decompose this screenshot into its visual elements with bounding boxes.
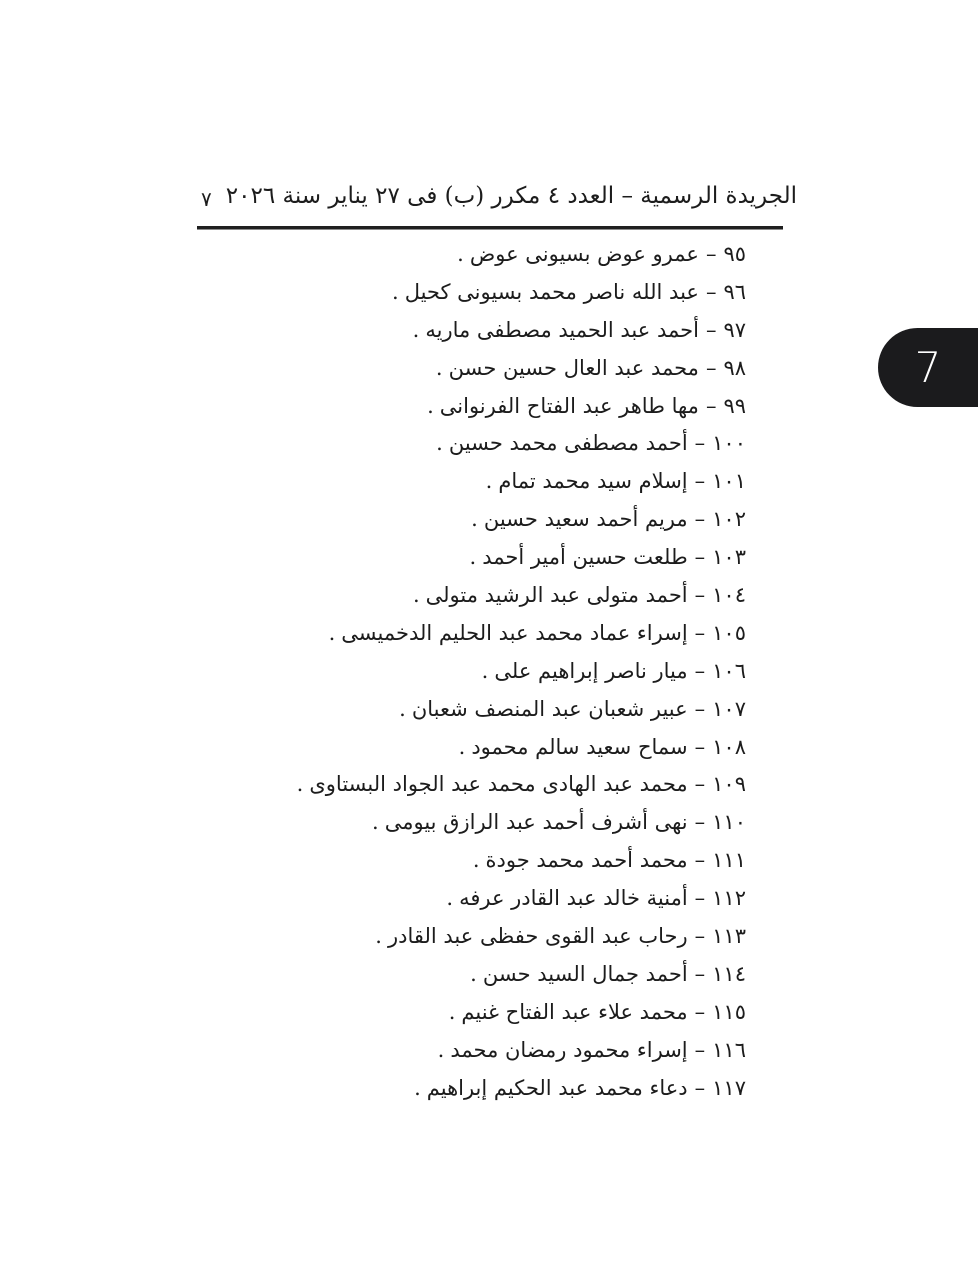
item-name: سماح سعيد سالم محمود xyxy=(471,734,688,759)
list-item xyxy=(297,236,746,274)
item-terminator: . xyxy=(448,999,456,1024)
item-number: ٩٩ xyxy=(723,393,746,418)
item-name: محمد عبد العال حسين حسن xyxy=(448,355,699,380)
item-terminator: . xyxy=(458,734,466,759)
item-separator: – xyxy=(694,810,706,835)
item-terminator: . xyxy=(328,620,336,645)
item-name: محمد أحمد محمد جودة xyxy=(485,848,688,873)
item-terminator: . xyxy=(446,886,454,911)
item-number: ١١٣ xyxy=(712,924,746,949)
list-item xyxy=(297,425,746,463)
item-separator: – xyxy=(705,355,717,380)
list-item xyxy=(297,577,746,615)
names-list xyxy=(297,236,746,1107)
item-name: أحمد جمال السيد حسن xyxy=(482,961,688,986)
list-item xyxy=(297,388,746,426)
item-name: محمد علاء عبد الفتاح غنيم xyxy=(461,999,688,1024)
list-item xyxy=(297,312,746,350)
item-name: ميار ناصر إبراهيم على xyxy=(494,658,688,683)
item-separator: – xyxy=(694,961,706,986)
item-number: ١٠٣ xyxy=(712,545,746,570)
item-separator: – xyxy=(694,1037,706,1062)
item-terminator: . xyxy=(469,545,477,570)
item-name: عبير شعبان عبد المنصف شعبان xyxy=(411,696,688,721)
item-separator: – xyxy=(694,507,706,532)
item-separator: – xyxy=(705,393,717,418)
item-terminator: . xyxy=(399,696,406,721)
item-terminator: . xyxy=(471,507,478,532)
item-terminator: . xyxy=(470,961,477,986)
item-separator: – xyxy=(694,431,706,456)
item-separator: – xyxy=(705,279,717,304)
item-name: إسلام سيد محمد تمام xyxy=(498,469,688,494)
item-terminator: . xyxy=(472,848,480,873)
item-separator: – xyxy=(694,1075,706,1100)
item-name: أحمد مصطفى محمد حسين xyxy=(448,431,688,456)
item-number: ١١٢ xyxy=(712,886,746,911)
item-name: مها طاهر عبد الفتاح الفرنوانى xyxy=(439,393,699,418)
item-name: عمرو عوض بسيونى عوض xyxy=(469,242,699,266)
item-number: ١٠١ xyxy=(712,469,746,494)
list-item xyxy=(297,274,746,312)
header-page-number: ٧ xyxy=(201,187,212,211)
item-separator: – xyxy=(694,658,706,683)
item-terminator: . xyxy=(412,583,420,608)
header-rule xyxy=(197,226,783,230)
item-separator: – xyxy=(694,696,706,721)
item-separator: – xyxy=(694,469,706,494)
item-number: ١٠٧ xyxy=(712,696,746,721)
item-name: عبد الله ناصر محمد بسيونى كحيل xyxy=(404,279,699,304)
item-terminator: . xyxy=(437,1037,445,1062)
item-terminator: . xyxy=(414,1075,421,1100)
list-item xyxy=(297,956,746,994)
item-terminator: . xyxy=(372,810,379,835)
item-name: إسراء عماد محمد عبد الحليم الدخميسى xyxy=(341,620,688,645)
item-number: ١٠٠ xyxy=(712,431,746,456)
item-name: محمد عبد الهادى محمد عبد الجواد البستاوى xyxy=(309,772,688,797)
item-terminator: . xyxy=(392,279,399,304)
item-name: طلعت حسين أمير أحمد xyxy=(482,545,688,570)
item-number: ١٠٥ xyxy=(712,620,746,645)
item-number: ١٠٢ xyxy=(712,507,746,532)
item-separator: – xyxy=(705,317,717,342)
item-separator: – xyxy=(694,545,706,570)
item-name: أحمد متولى عبد الرشيد متولى xyxy=(425,583,688,608)
item-terminator: . xyxy=(427,393,434,418)
list-item xyxy=(297,994,746,1032)
item-name: أحمد عبد الحميد مصطفى ماريه xyxy=(425,317,699,342)
item-separator: – xyxy=(694,772,706,797)
item-name: دعاء محمد عبد الحكيم إبراهيم xyxy=(426,1075,688,1100)
item-number: ١٠٤ xyxy=(712,583,746,608)
item-terminator: . xyxy=(435,355,443,380)
item-number: ٩٦ xyxy=(723,279,746,304)
header-title: الجريدة الرسمية – العدد ٤ مكرر (ب) فى ٢٧ يناير سنة ٢٠٢٦ xyxy=(225,183,797,209)
item-name: أمنية خالد عبد القادر عرفه xyxy=(459,886,688,911)
page-number-tab[interactable] xyxy=(878,328,978,407)
item-terminator: . xyxy=(412,317,420,342)
item-name: إسراء محمود رمضان محمد xyxy=(450,1037,688,1062)
item-terminator: . xyxy=(457,242,464,266)
list-item xyxy=(297,766,746,804)
list-item xyxy=(297,463,746,501)
item-number: ١٠٨ xyxy=(712,734,746,759)
page-number-tab-label: 7 xyxy=(914,342,942,392)
list-item xyxy=(297,880,746,918)
item-separator: – xyxy=(694,886,706,911)
item-number: ١١١ xyxy=(712,848,746,873)
list-item xyxy=(297,653,746,691)
item-number: ١٠٩ xyxy=(712,772,746,797)
item-number: ١١٧ xyxy=(712,1075,746,1100)
item-terminator: . xyxy=(436,431,443,456)
list-item xyxy=(297,539,746,577)
list-item xyxy=(297,691,746,729)
item-separator: – xyxy=(694,999,706,1024)
list-item xyxy=(297,729,746,767)
item-separator: – xyxy=(694,734,706,759)
list-item xyxy=(297,615,746,653)
item-terminator: . xyxy=(375,924,382,949)
item-number: ١١٦ xyxy=(712,1037,746,1062)
item-separator: – xyxy=(705,242,717,266)
item-separator: – xyxy=(694,620,706,645)
item-separator: – xyxy=(694,583,706,608)
item-name: رحاب عبد القوى حفظى عبد القادر xyxy=(387,924,688,949)
item-name: مريم أحمد سعيد حسين xyxy=(483,507,688,532)
list-item xyxy=(297,1032,746,1070)
item-number: ٩٨ xyxy=(723,355,746,380)
item-number: ١٠٦ xyxy=(712,658,746,683)
item-number: ٩٥ xyxy=(723,242,746,266)
item-separator: – xyxy=(694,924,706,949)
item-terminator: . xyxy=(485,469,493,494)
item-number: ٩٧ xyxy=(723,317,746,342)
item-number: ١١٤ xyxy=(712,961,746,986)
list-item xyxy=(297,842,746,880)
list-item xyxy=(297,804,746,842)
item-number: ١١٠ xyxy=(712,810,746,835)
list-item xyxy=(297,1070,746,1108)
list-item xyxy=(297,918,746,956)
item-name: نهى أشرف أحمد عبد الرازق بيومى xyxy=(384,810,688,835)
item-number: ١١٥ xyxy=(712,999,746,1024)
list-item xyxy=(297,501,746,539)
item-separator: – xyxy=(694,848,706,873)
list-item xyxy=(297,350,746,388)
item-terminator: . xyxy=(296,772,304,797)
page-header xyxy=(197,183,797,217)
item-terminator: . xyxy=(481,658,489,683)
